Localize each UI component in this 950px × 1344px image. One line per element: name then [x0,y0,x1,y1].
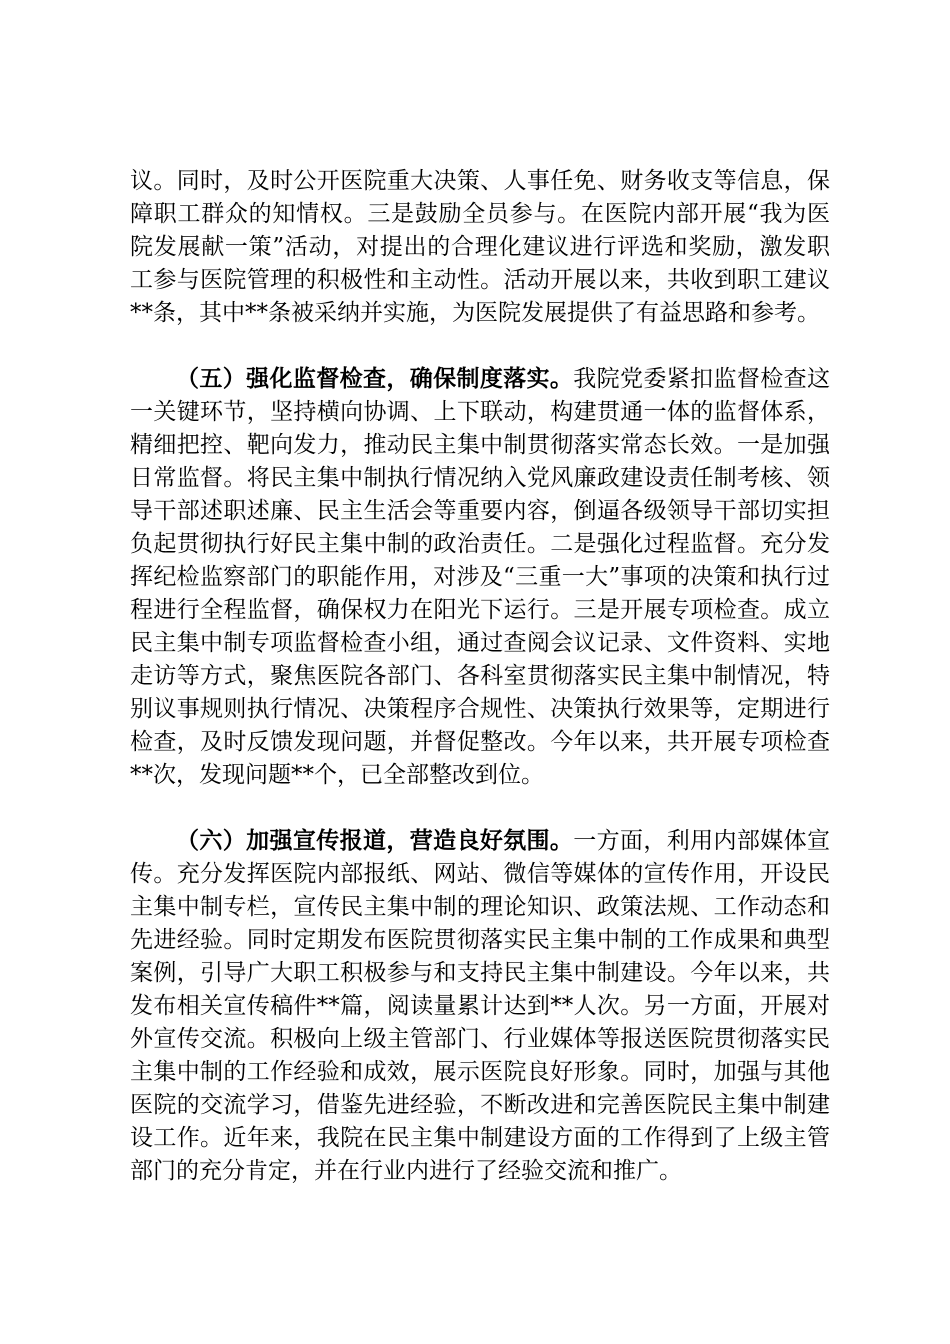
paragraph-section-six [130,825,830,1188]
document-page [130,165,830,1188]
paragraph-text: 议。同时，及时公开医院重大决策、人事任免、财务收支等信息，保障职工群众的知情权。三是鼓励全员参与。在医院内部开展“我为医院发展献一策”活动，对提出的合理化建议进行评选和奖励，激发职工参与医院管理的积极性和主动性。活动开展以来，共收到职工建议**条，其中**条被采纳并实施，为医院发展提供了有益思路和参考。 [130,168,830,326]
paragraph-section-five [130,363,830,792]
paragraph-continuation [130,165,830,330]
paragraph-spacer [130,330,830,363]
section-five-heading: （五）强化监督检查，确保制度落实。 [176,366,574,392]
paragraph-spacer [130,792,830,825]
section-six-heading: （六）加强宣传报道，营造良好氛围。 [176,828,574,854]
paragraph-text: 我院党委紧扣监督检查这一关键环节，坚持横向协调、上下联动，构建贯通一体的监督体系，精细把控、靶向发力，推动民主集中制贯彻落实常态长效。一是加强日常监督。将民主集中制执行情况纳入党风廉政建设责任制考核、领导干部述职述廉、民主生活会等重要内容，倒逼各级领导干部切实担负起贯彻执行好民主集中制的政治责任。二是强化过程监督。充分发挥纪检监察部门的职能作用，对涉及“三重一大”事项的决策和执行过程进行全程监督，确保权力在阳光下运行。三是开展专项检查。成立民主集中制专项监督检查小组，通过查阅会议记录、文件资料、实地走访等方式，聚焦医院各部门、各科室贯彻落实民主集中制情况，特别议事规则执行情况、决策程序合规性、决策执行效果等，定期进行检查，及时反馈发现问题，并督促整改。今年以来，共开展专项检查**次，发现问题**个，已全部整改到位。 [130,366,831,788]
paragraph-text: 一方面，利用内部媒体宣传。充分发挥医院内部报纸、网站、微信等媒体的宣传作用，开设民主集中制专栏，宣传民主集中制的理论知识、政策法规、工作动态和先进经验。同时定期发布医院贯彻落实民主集中制的工作成果和典型案例，引导广大职工积极参与和支持民主集中制建设。今年以来，共发布相关宣传稿件**篇，阅读量累计达到**人次。另一方面，开展对外宣传交流。积极向上级主管部门、行业媒体等报送医院贯彻落实民主集中制的工作经验和成效，展示医院良好形象。同时，加强与其他医院的交流学习，借鉴先进经验，不断改进和完善医院民主集中制建设工作。近年来，我院在民主集中制建设方面的工作得到了上级主管部门的充分肯定，并在行业内进行了经验交流和推广。 [130,828,831,1184]
